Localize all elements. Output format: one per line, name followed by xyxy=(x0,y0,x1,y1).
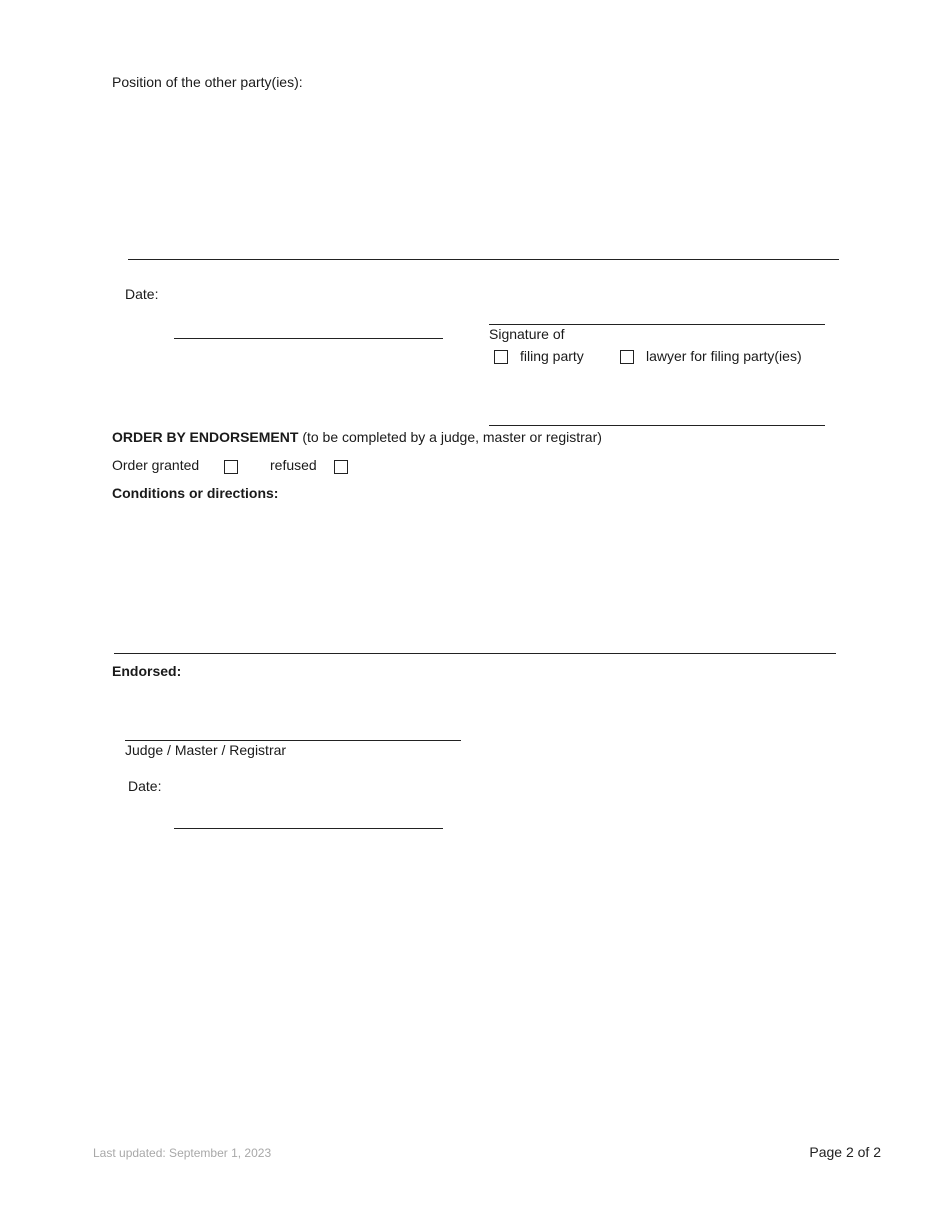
lawyer-label: lawyer for filing party(ies) xyxy=(646,348,802,364)
position-text-area-line[interactable] xyxy=(128,259,839,260)
conditions-label: Conditions or directions: xyxy=(112,485,279,501)
filing-party-label: filing party xyxy=(520,348,584,364)
position-label: Position of the other party(ies): xyxy=(112,74,303,90)
last-updated: Last updated: September 1, 2023 xyxy=(93,1146,272,1160)
lawyer-checkbox[interactable] xyxy=(620,350,634,364)
judge-signature-line[interactable] xyxy=(125,740,461,741)
order-heading-note: (to be completed by a judge, master or registrar) xyxy=(302,429,602,445)
signature-bottom-line[interactable] xyxy=(489,425,825,426)
order-refused-label: refused xyxy=(270,457,317,473)
date-field-line[interactable] xyxy=(174,338,443,339)
order-granted-checkbox[interactable] xyxy=(224,460,238,474)
order-heading xyxy=(112,430,602,444)
order-refused-checkbox[interactable] xyxy=(334,460,348,474)
filing-party-checkbox[interactable] xyxy=(494,350,508,364)
signature-line[interactable] xyxy=(489,324,825,325)
date-label: Date: xyxy=(125,286,159,302)
endorsed-date-field-line[interactable] xyxy=(174,828,443,829)
signature-label: Signature of xyxy=(489,326,565,342)
endorsed-label: Endorsed: xyxy=(112,663,182,679)
order-granted-label: Order granted xyxy=(112,457,200,473)
judge-label: Judge / Master / Registrar xyxy=(125,742,287,758)
endorsed-date-label: Date: xyxy=(128,778,162,794)
order-heading-bold: ORDER BY ENDORSEMENT xyxy=(112,429,299,445)
page-number: Page 2 of 2 xyxy=(809,1144,881,1160)
conditions-text-area-line[interactable] xyxy=(114,653,836,654)
